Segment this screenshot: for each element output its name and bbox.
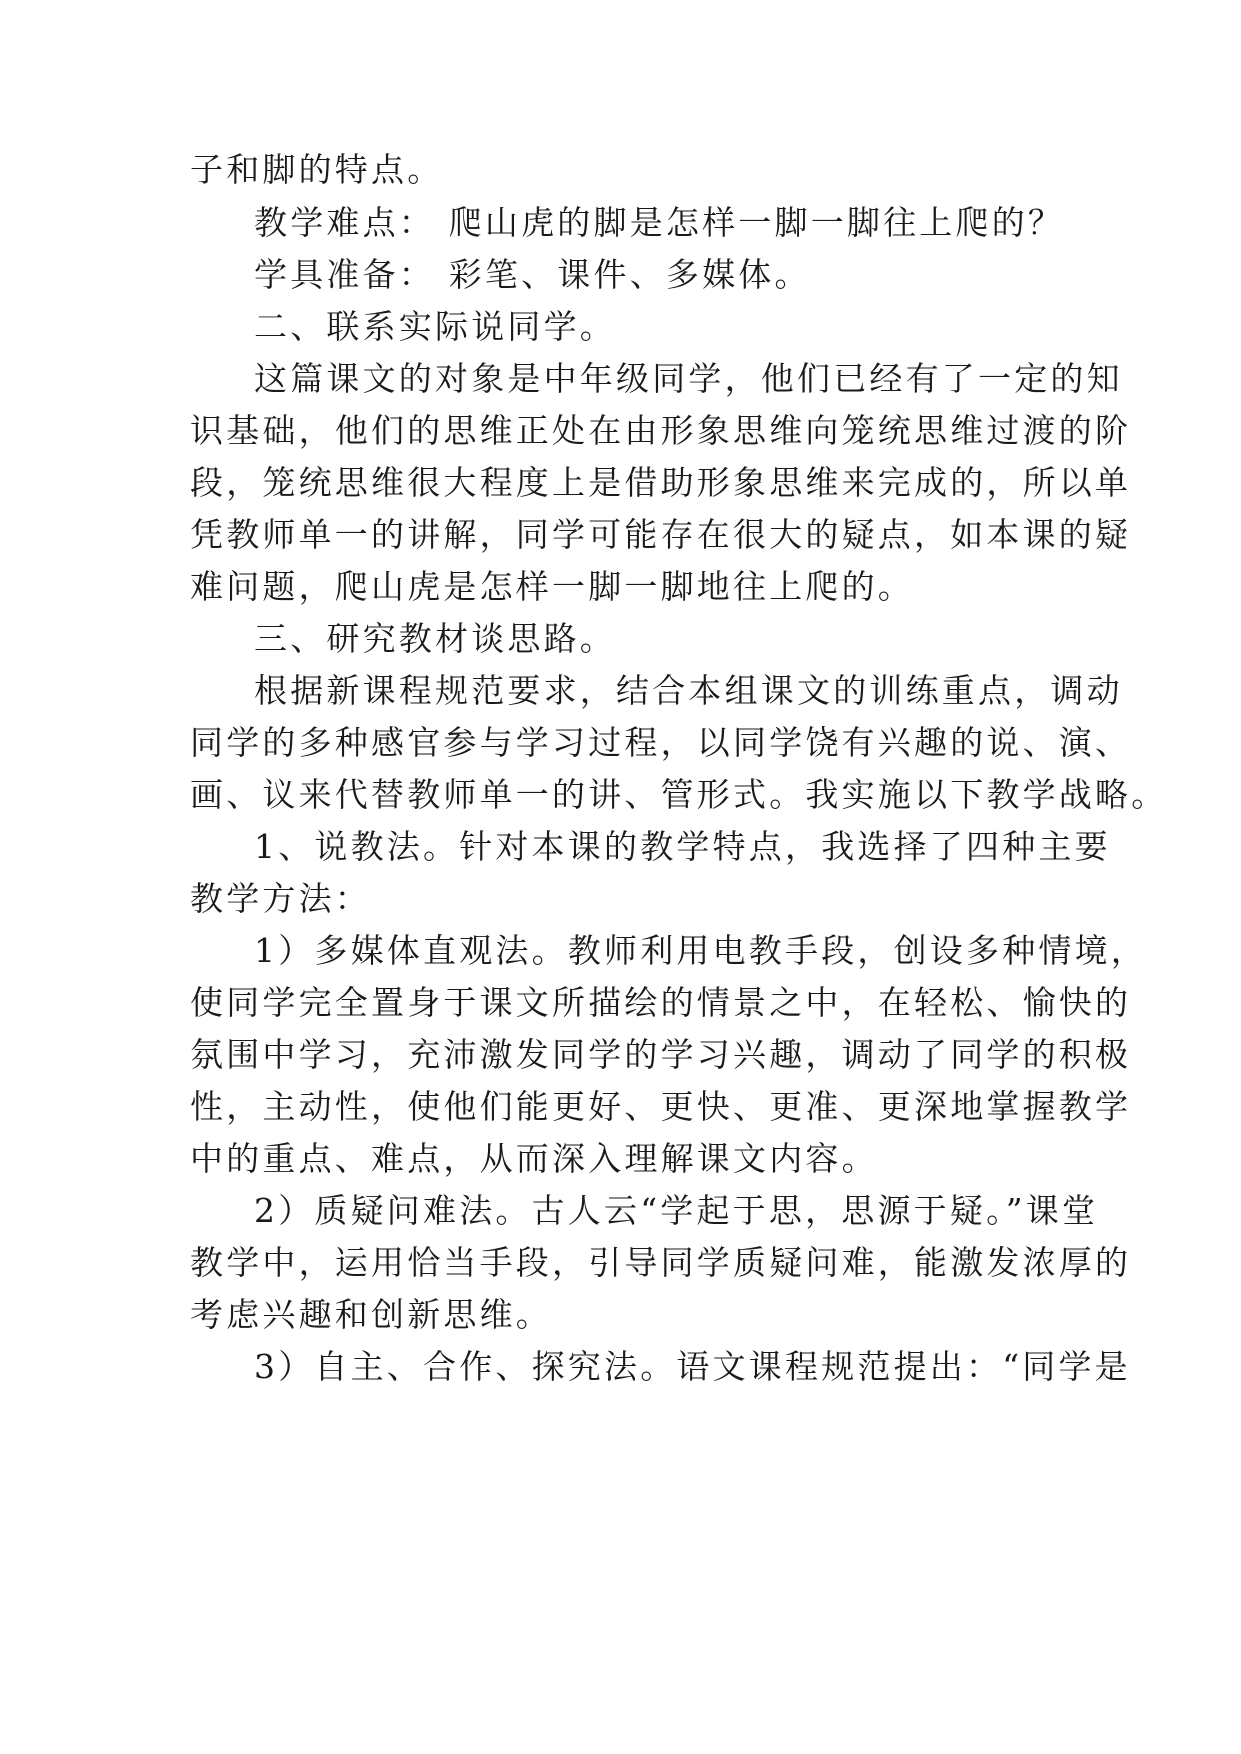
text-line: 学具准备： 彩笔、课件、多媒体。: [254, 255, 811, 294]
text-line: 凭教师单一的讲解，同学可能存在很大的疑点，如本课的疑: [190, 515, 1132, 554]
text-line: 教学中，运用恰当手段，引导同学质疑问难，能激发浓厚的: [190, 1243, 1132, 1282]
text-line: 考虑兴趣和创新思维。: [190, 1295, 552, 1334]
text-line: 子和脚的特点。: [190, 150, 444, 189]
text-line: 1）多媒体直观法。教师利用电教手段，创设多种情境，: [254, 931, 1147, 970]
text-line: 这篇课文的对象是中年级同学，他们已经有了一定的知: [254, 359, 1123, 398]
text-line: 教学难点： 爬山虎的脚是怎样一脚一脚往上爬的？: [254, 203, 1065, 242]
text-line: 氛围中学习，充沛激发同学的学习兴趣，调动了同学的积极: [190, 1035, 1132, 1074]
text-line: 中的重点、难点，从而深入理解课文内容。: [190, 1139, 878, 1178]
section-heading: 二、联系实际说同学。: [254, 307, 616, 346]
text-line: 3）自主、合作、探究法。语文课程规范提出：“同学是: [254, 1347, 1131, 1386]
text-line: 1、说教法。针对本课的教学特点，我选择了四种主要: [254, 827, 1111, 866]
section-heading: 三、研究教材谈思路。: [254, 619, 616, 658]
text-line: 2）质疑问难法。古人云“学起于思，思源于疑。”课堂: [254, 1191, 1099, 1230]
text-line: 难问题，爬山虎是怎样一脚一脚地往上爬的。: [190, 567, 914, 606]
text-line: 根据新课程规范要求，结合本组课文的训练重点，调动: [254, 671, 1123, 710]
text-line: 识基础，他们的思维正处在由形象思维向笼统思维过渡的阶: [190, 411, 1132, 450]
text-line: 画、议来代替教师单一的讲、管形式。我实施以下教学战略。: [190, 775, 1168, 814]
text-line: 使同学完全置身于课文所描绘的情景之中，在轻松、愉快的: [190, 983, 1132, 1022]
text-line: 性，主动性，使他们能更好、更快、更准、更深地掌握教学: [190, 1087, 1132, 1126]
text-line: 教学方法：: [190, 879, 371, 918]
text-line: 段，笼统思维很大程度上是借助形象思维来完成的，所以单: [190, 463, 1132, 502]
text-line: 同学的多种感官参与学习过程，以同学饶有兴趣的说、演、: [190, 723, 1132, 762]
